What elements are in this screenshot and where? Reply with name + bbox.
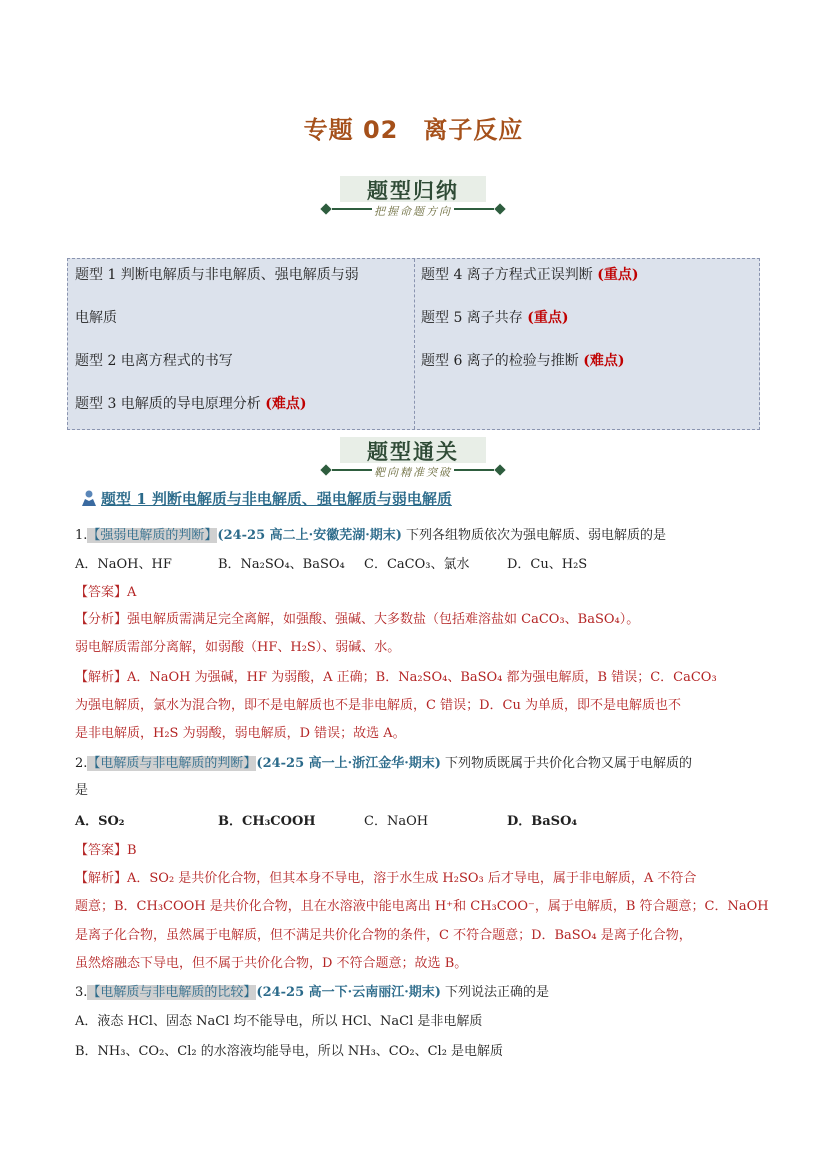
topic-table [67, 258, 760, 430]
section-heading: 题型 1 判断电解质与非电解质、强电解质与弱电解质 [80, 488, 452, 509]
page-title: 专题 02 离子反应 [303, 116, 524, 144]
question-2-explanation-cont: 是离子化合物，虽然属于电解质，但不满足共价化合物的条件，C 不符合题意；D．BaSO₄ 是离子化合物， [75, 928, 692, 943]
option-c[interactable]: C．NaOH [364, 814, 429, 829]
question-1-answer: 【答案】A [75, 585, 137, 600]
toc-item-6[interactable]: 题型 6 离子的检验与推断 (难点) [421, 353, 625, 369]
question-3-option-b[interactable]: B．NH₃、CO₂、Cl₂ 的水溶液均能导电，所以 NH₃、CO₂、Cl₂ 是电解质 [75, 1044, 504, 1059]
banner-sub-text: 把握命题方向 [374, 205, 452, 218]
reader-icon [80, 489, 98, 507]
banner-topic-summary [318, 172, 508, 220]
question-2-explanation-cont: 虽然熔融态下导电，但不属于共价化合物，D 不符合题意；故选 B。 [75, 956, 468, 971]
toc-item-1-cont: 电解质 [75, 310, 117, 326]
question-1-stem: 1.【强弱电解质的判断】(24-25 高二上·安徽芜湖·期末) 下列各组物质依次为强电解质、弱电解质的是 [75, 528, 667, 543]
question-2-explanation-cont: 题意；B．CH₃COOH 是共价化合物，且在水溶液中能电离出 H⁺和 CH₃COO⁻，属于电解质，B 符合题意；C．NaOH [75, 899, 769, 914]
question-1-analysis-cont: 弱电解质需部分离解，如弱酸（HF、H₂S）、弱碱、水。 [75, 640, 401, 655]
question-3-stem: 3.【电解质与非电解质的比较】(24-25 高一下·云南丽江·期末) 下列说法正确的是 [75, 985, 550, 1000]
question-3-option-a[interactable]: A．液态 HCl、固态 NaCl 均不能导电，所以 HCl、NaCl 是非电解质 [75, 1014, 483, 1029]
toc-item-1[interactable]: 题型 1 判断电解质与非电解质、强电解质与弱 [75, 267, 359, 283]
banner-sub-text: 靶向精准突破 [374, 466, 452, 479]
question-2-stem-cont: 是 [75, 783, 89, 798]
question-1-explanation-cont: 为强电解质，氯水为混合物，即不是电解质也不是非电解质，C 错误；D．Cu 为单质，即不是电解质也不 [75, 698, 681, 713]
question-1-analysis: 【分析】强电解质需满足完全离解，如强酸、强碱、大多数盐（包括难溶盐如 CaCO₃、BaSO₄）。 [75, 612, 640, 627]
toc-item-4[interactable]: 题型 4 离子方程式正误判断 (重点) [421, 267, 639, 283]
banner-main-text: 题型通关 [367, 440, 459, 464]
question-2-explanation: 【解析】A．SO₂ 是共价化合物，但其本身不导电，溶于水生成 H₂SO₃ 后才导电，属于非电解质，A 不符合 [75, 871, 697, 886]
option-d[interactable]: D．Cu、H₂S [507, 557, 588, 572]
banner-topic-practice [318, 433, 508, 481]
option-a[interactable]: A．SO₂ [75, 814, 125, 829]
toc-item-3[interactable]: 题型 3 电解质的导电原理分析 (难点) [75, 396, 307, 412]
option-b[interactable]: B．Na₂SO₄、BaSO₄ [218, 557, 345, 572]
question-1-explanation: 【解析】A．NaOH 为强碱，HF 为弱酸，A 正确；B．Na₂SO₄、BaSO₄ 都为强电解质，B 错误；C．CaCO₃ [75, 670, 717, 685]
question-1-explanation-cont: 是非电解质，H₂S 为弱酸，弱电解质，D 错误；故选 A。 [75, 726, 406, 741]
banner-main-text: 题型归纳 [367, 179, 459, 203]
toc-item-5[interactable]: 题型 5 离子共存 (重点) [421, 310, 569, 326]
option-d[interactable]: D．BaSO₄ [507, 814, 578, 829]
question-2-stem: 2.【电解质与非电解质的判断】(24-25 高一上·浙江金华·期末) 下列物质既属于共价化合物又属于电解质的 [75, 756, 693, 771]
option-b[interactable]: B．CH₃COOH [218, 814, 316, 829]
option-a[interactable]: A．NaOH、HF [75, 557, 172, 572]
option-c[interactable]: C．CaCO₃、氯水 [364, 557, 470, 572]
toc-item-2[interactable]: 题型 2 电离方程式的书写 [75, 353, 233, 369]
question-2-answer: 【答案】B [75, 843, 137, 858]
